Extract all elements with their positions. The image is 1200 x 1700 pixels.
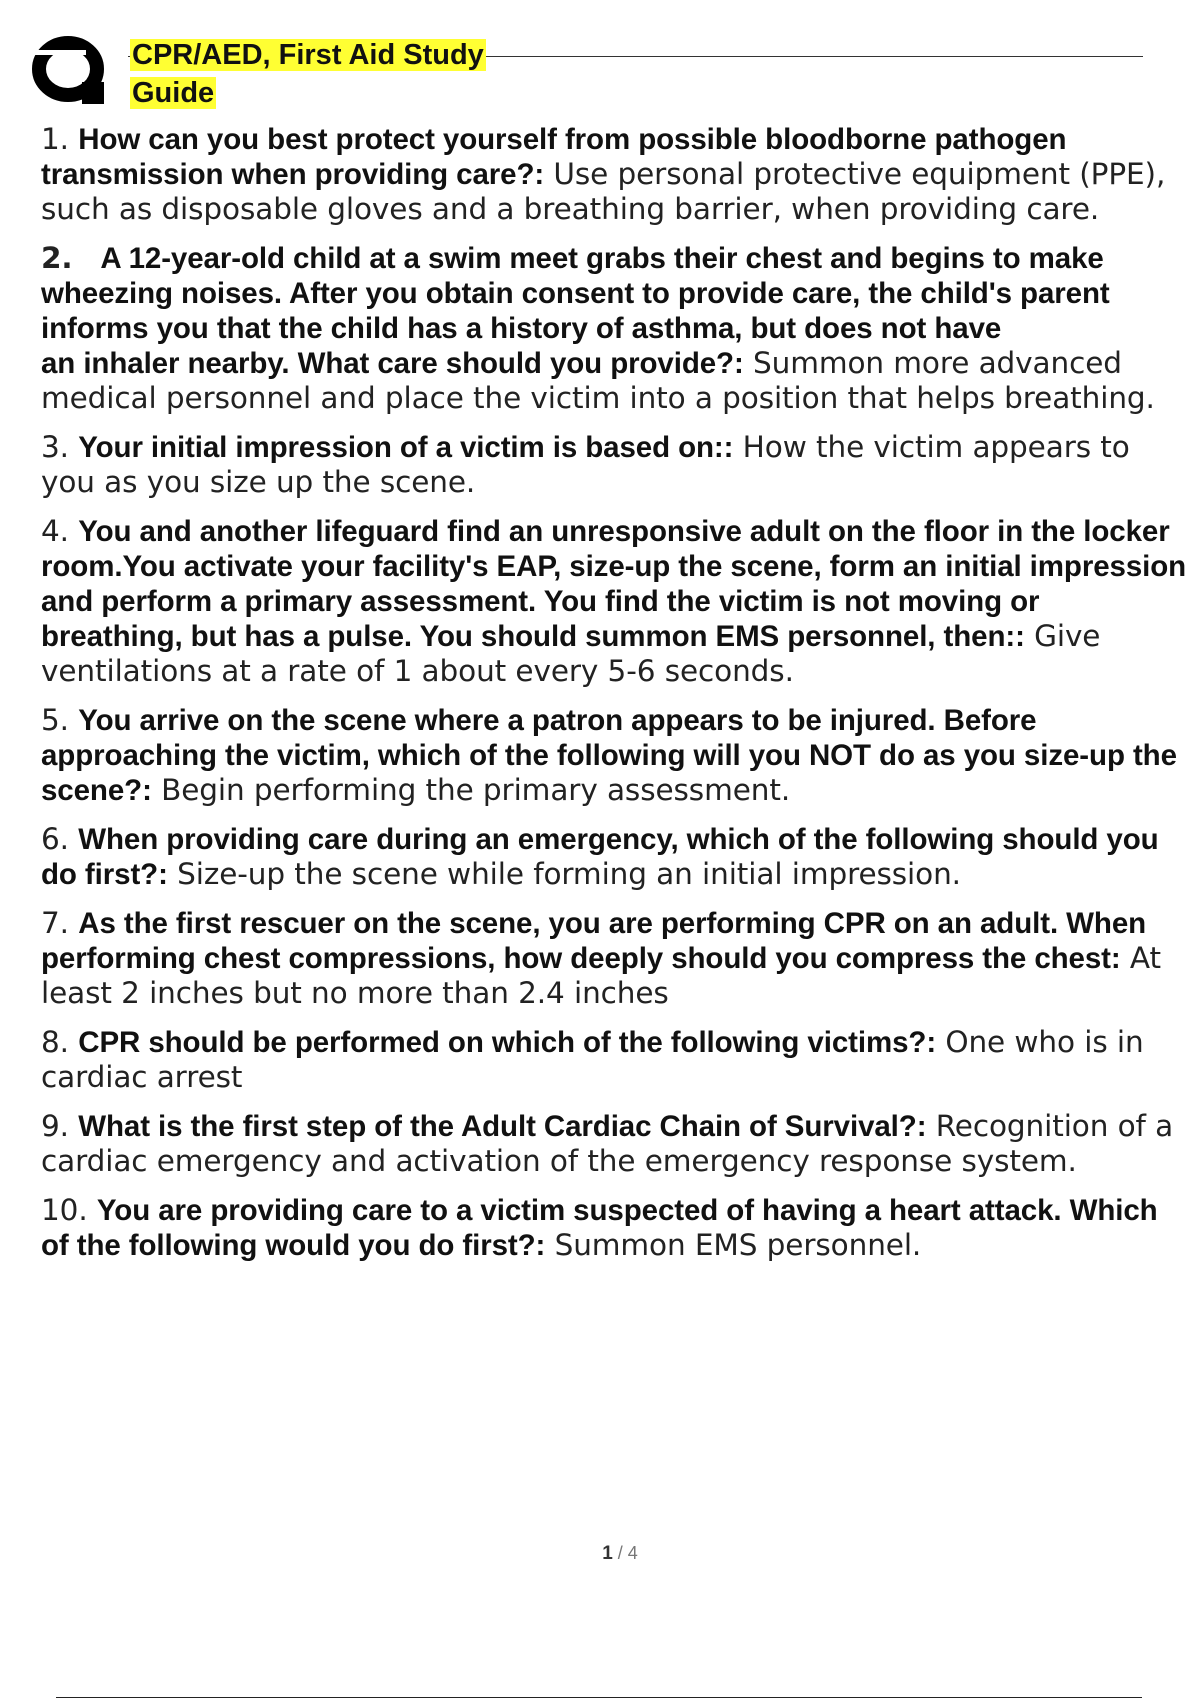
question-item-3 [41, 430, 1189, 500]
question-text: You and another lifeguard find an unresponsive adult on the floor in the locker room.You activate your facility's EAP, size-up the scene, form an initial impression and perform a primary assessment. You find the victim is not moving or breathing, but has a pulse. You should summon EMS personnel, then:: [41, 515, 1187, 653]
question-item-5 [41, 703, 1189, 808]
answer-text: Give ventilations at a rate of 1 about every 5-6 seconds. [41, 619, 1101, 688]
question-number: 2. [41, 241, 73, 275]
question-list [41, 122, 1189, 1277]
question-item-9 [41, 1109, 1189, 1179]
q-logo-icon [32, 34, 112, 106]
question-number: 4. [41, 514, 69, 548]
page-current: 1 [602, 1543, 613, 1564]
page-total: / 4 [617, 1543, 638, 1563]
answer-text: One who is in cardiac arrest [41, 1025, 1144, 1094]
answer-text: Summon more advanced medical personnel and place the victim into a position that helps breathing. [41, 346, 1155, 415]
question-number: 1. [41, 122, 69, 156]
question-item-4 [41, 514, 1189, 689]
question-text: How can you best protect yourself from possible bloodborne pathogen transmission when providing care?: [41, 123, 1067, 191]
question-text: As the first rescuer on the scene, you are performing CPR on an adult. When performing chest compressions, how deeply should you compress the chest: [41, 907, 1147, 975]
question-number: 5. [41, 703, 69, 737]
answer-text: Use personal protective equipment (PPE), such as disposable gloves and a breathing barrier, when providing care. [41, 157, 1166, 226]
answer-text: Recognition of a cardiac emergency and activation of the emergency response system. [41, 1109, 1174, 1178]
footer-rule [56, 1697, 1142, 1698]
question-text: Your initial impression of a victim is based on:: [78, 431, 734, 464]
question-text: CPR should be performed on which of the following victims?: [78, 1026, 937, 1059]
page-title [130, 36, 486, 112]
question-text: A 12-year-old child at a swim meet grabs their chest and begins to make wheezing noises. After you obtain consent to provide care, the child's parent informs you that the child has a history of asthma, but does not have [41, 242, 1110, 345]
question-text: What is the first step of the Adult Cardiac Chain of Survival?: [78, 1110, 927, 1143]
title-line-1: CPR/AED, First Aid Study [132, 39, 484, 71]
answer-text: At least 2 inches but no more than 2.4 inches [41, 941, 1161, 1010]
question-number: 10. [41, 1193, 88, 1227]
question-item-1 [41, 122, 1189, 227]
title-line-2: Guide [132, 77, 215, 109]
question-item-10 [41, 1193, 1189, 1263]
answer-text: Size-up the scene while forming an initial impression. [177, 857, 961, 891]
question-text: You are providing care to a victim suspected of having a heart attack. Which of the following would you do first?: [41, 1194, 1158, 1262]
question-number: 7. [41, 906, 69, 940]
page-number [0, 1543, 1200, 1565]
question-number: 9. [41, 1109, 69, 1143]
question-number: 3. [41, 430, 69, 464]
question-item-7 [41, 906, 1189, 1011]
question-number: 8. [41, 1025, 69, 1059]
question-item-8 [41, 1025, 1189, 1095]
answer-text: How the victim appears to you as you size up the scene. [41, 430, 1130, 499]
question-item-2 [41, 241, 1189, 416]
answer-text: Begin performing the primary assessment. [161, 773, 791, 807]
question-item-6 [41, 822, 1189, 892]
question-text-continued: an inhaler nearby. What care should you provide?: [41, 347, 744, 380]
question-text: You arrive on the scene where a patron appears to be injured. Before approaching the victim, which of the following will you NOT do as you size-up the scene?: [41, 704, 1177, 807]
answer-text: Summon EMS personnel. [554, 1228, 922, 1262]
question-text: When providing care during an emergency, which of the following should you do first?: [41, 823, 1159, 891]
question-number: 6. [41, 822, 69, 856]
